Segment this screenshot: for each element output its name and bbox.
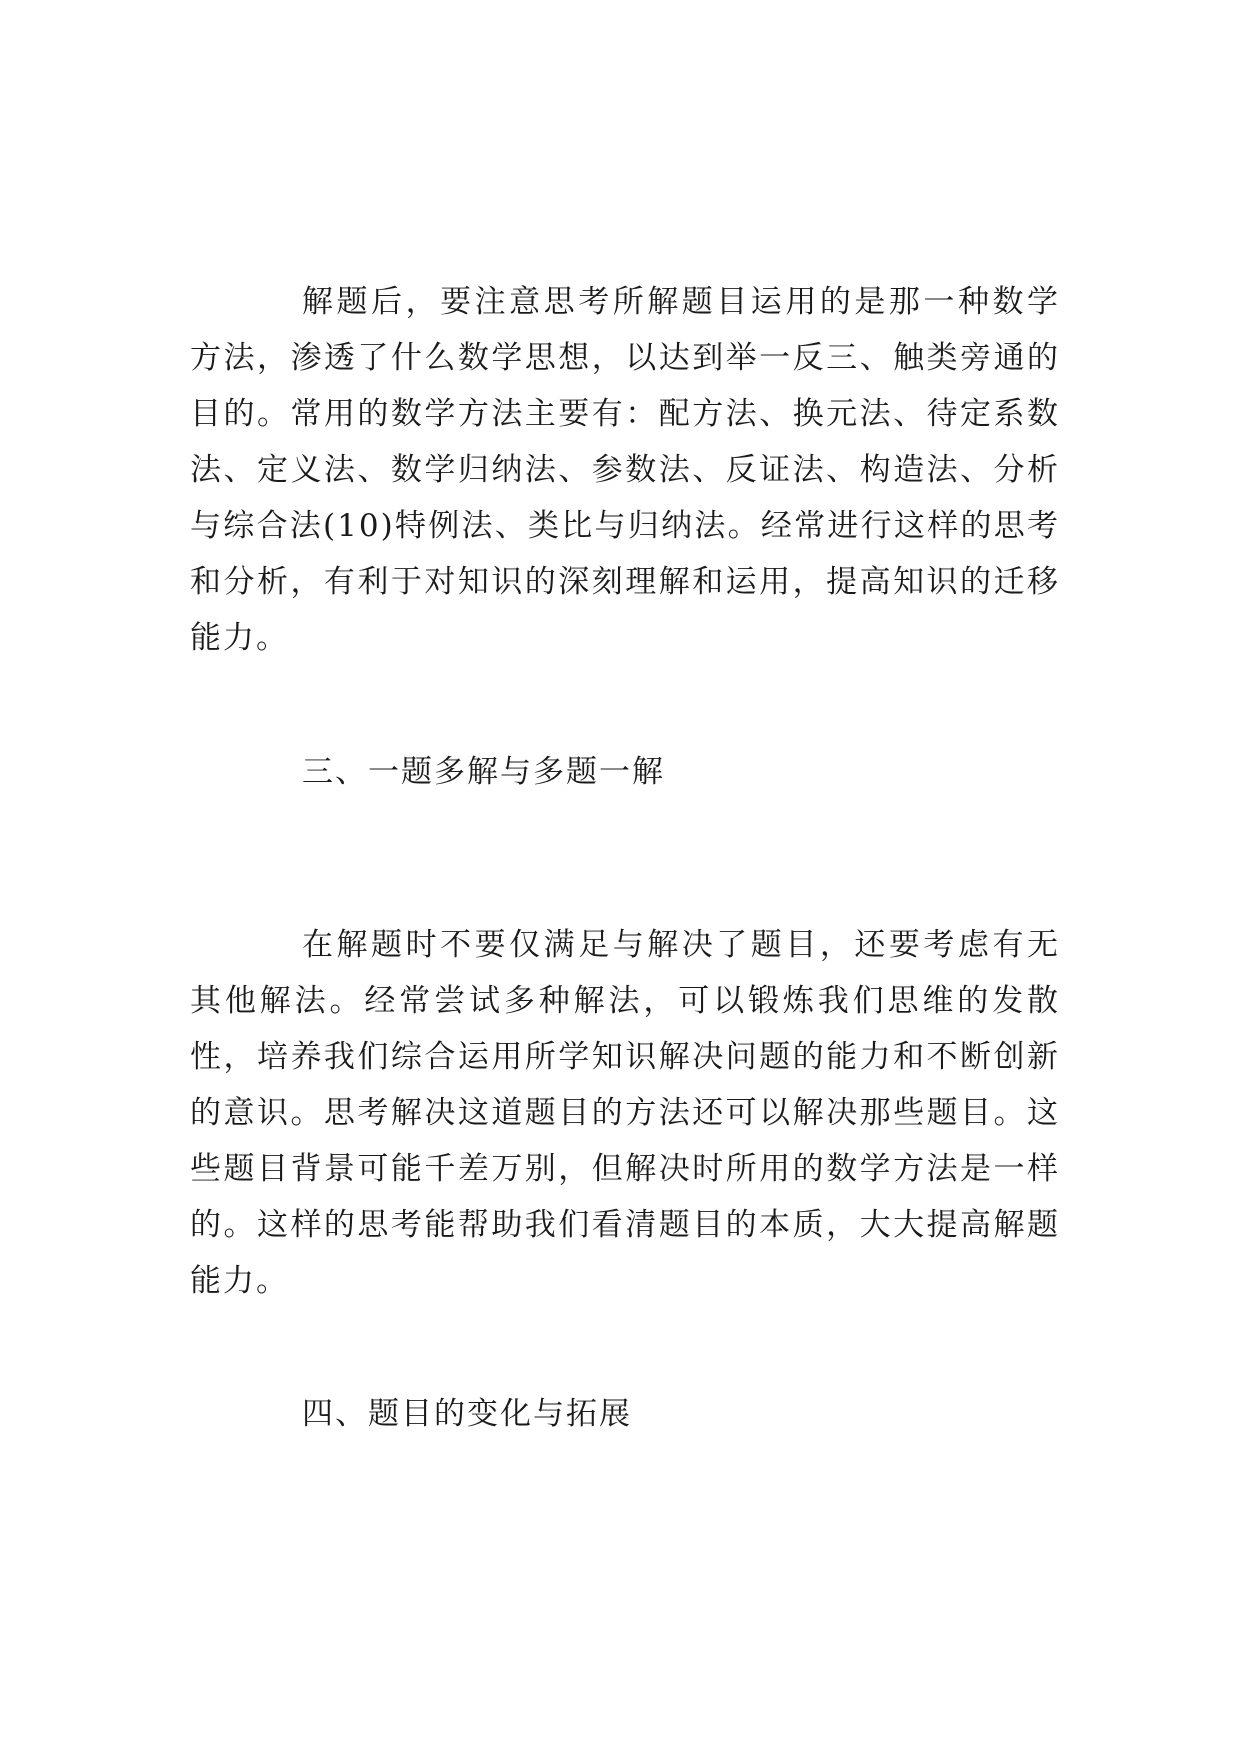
section-heading-three: 三、一题多解与多题一解 — [302, 754, 665, 790]
body-paragraph-math-methods: 解题后，要注意思考所解题目运用的是那一种数学方法，渗透了什么数学思想，以达到举一反三、触类旁通的目的。常用的数学方法主要有：配方法、换元法、待定系数法、定义法、数学归纳法、参数法、反证法、构造法、分析与综合法(10)特例法、类比与归纳法。经常进行这样的思考和分析，有利于对知识的深刻理解和运用，提高知识的迁移能力。 — [190, 284, 1060, 656]
section-heading-four: 四、题目的变化与拓展 — [302, 1396, 632, 1432]
body-paragraph-multiple-solutions: 在解题时不要仅满足与解决了题目，还要考虑有无其他解法。经常尝试多种解法，可以锻炼我们思维的发散性，培养我们综合运用所学知识解决问题的能力和不断创新的意识。思考解决这道题目的方法还可以解决那些题目。这些题目背景可能千差万别，但解决时所用的数学方法是一样的。这样的思考能帮助我们看清题目的本质，大大提高解题能力。 — [190, 927, 1060, 1299]
